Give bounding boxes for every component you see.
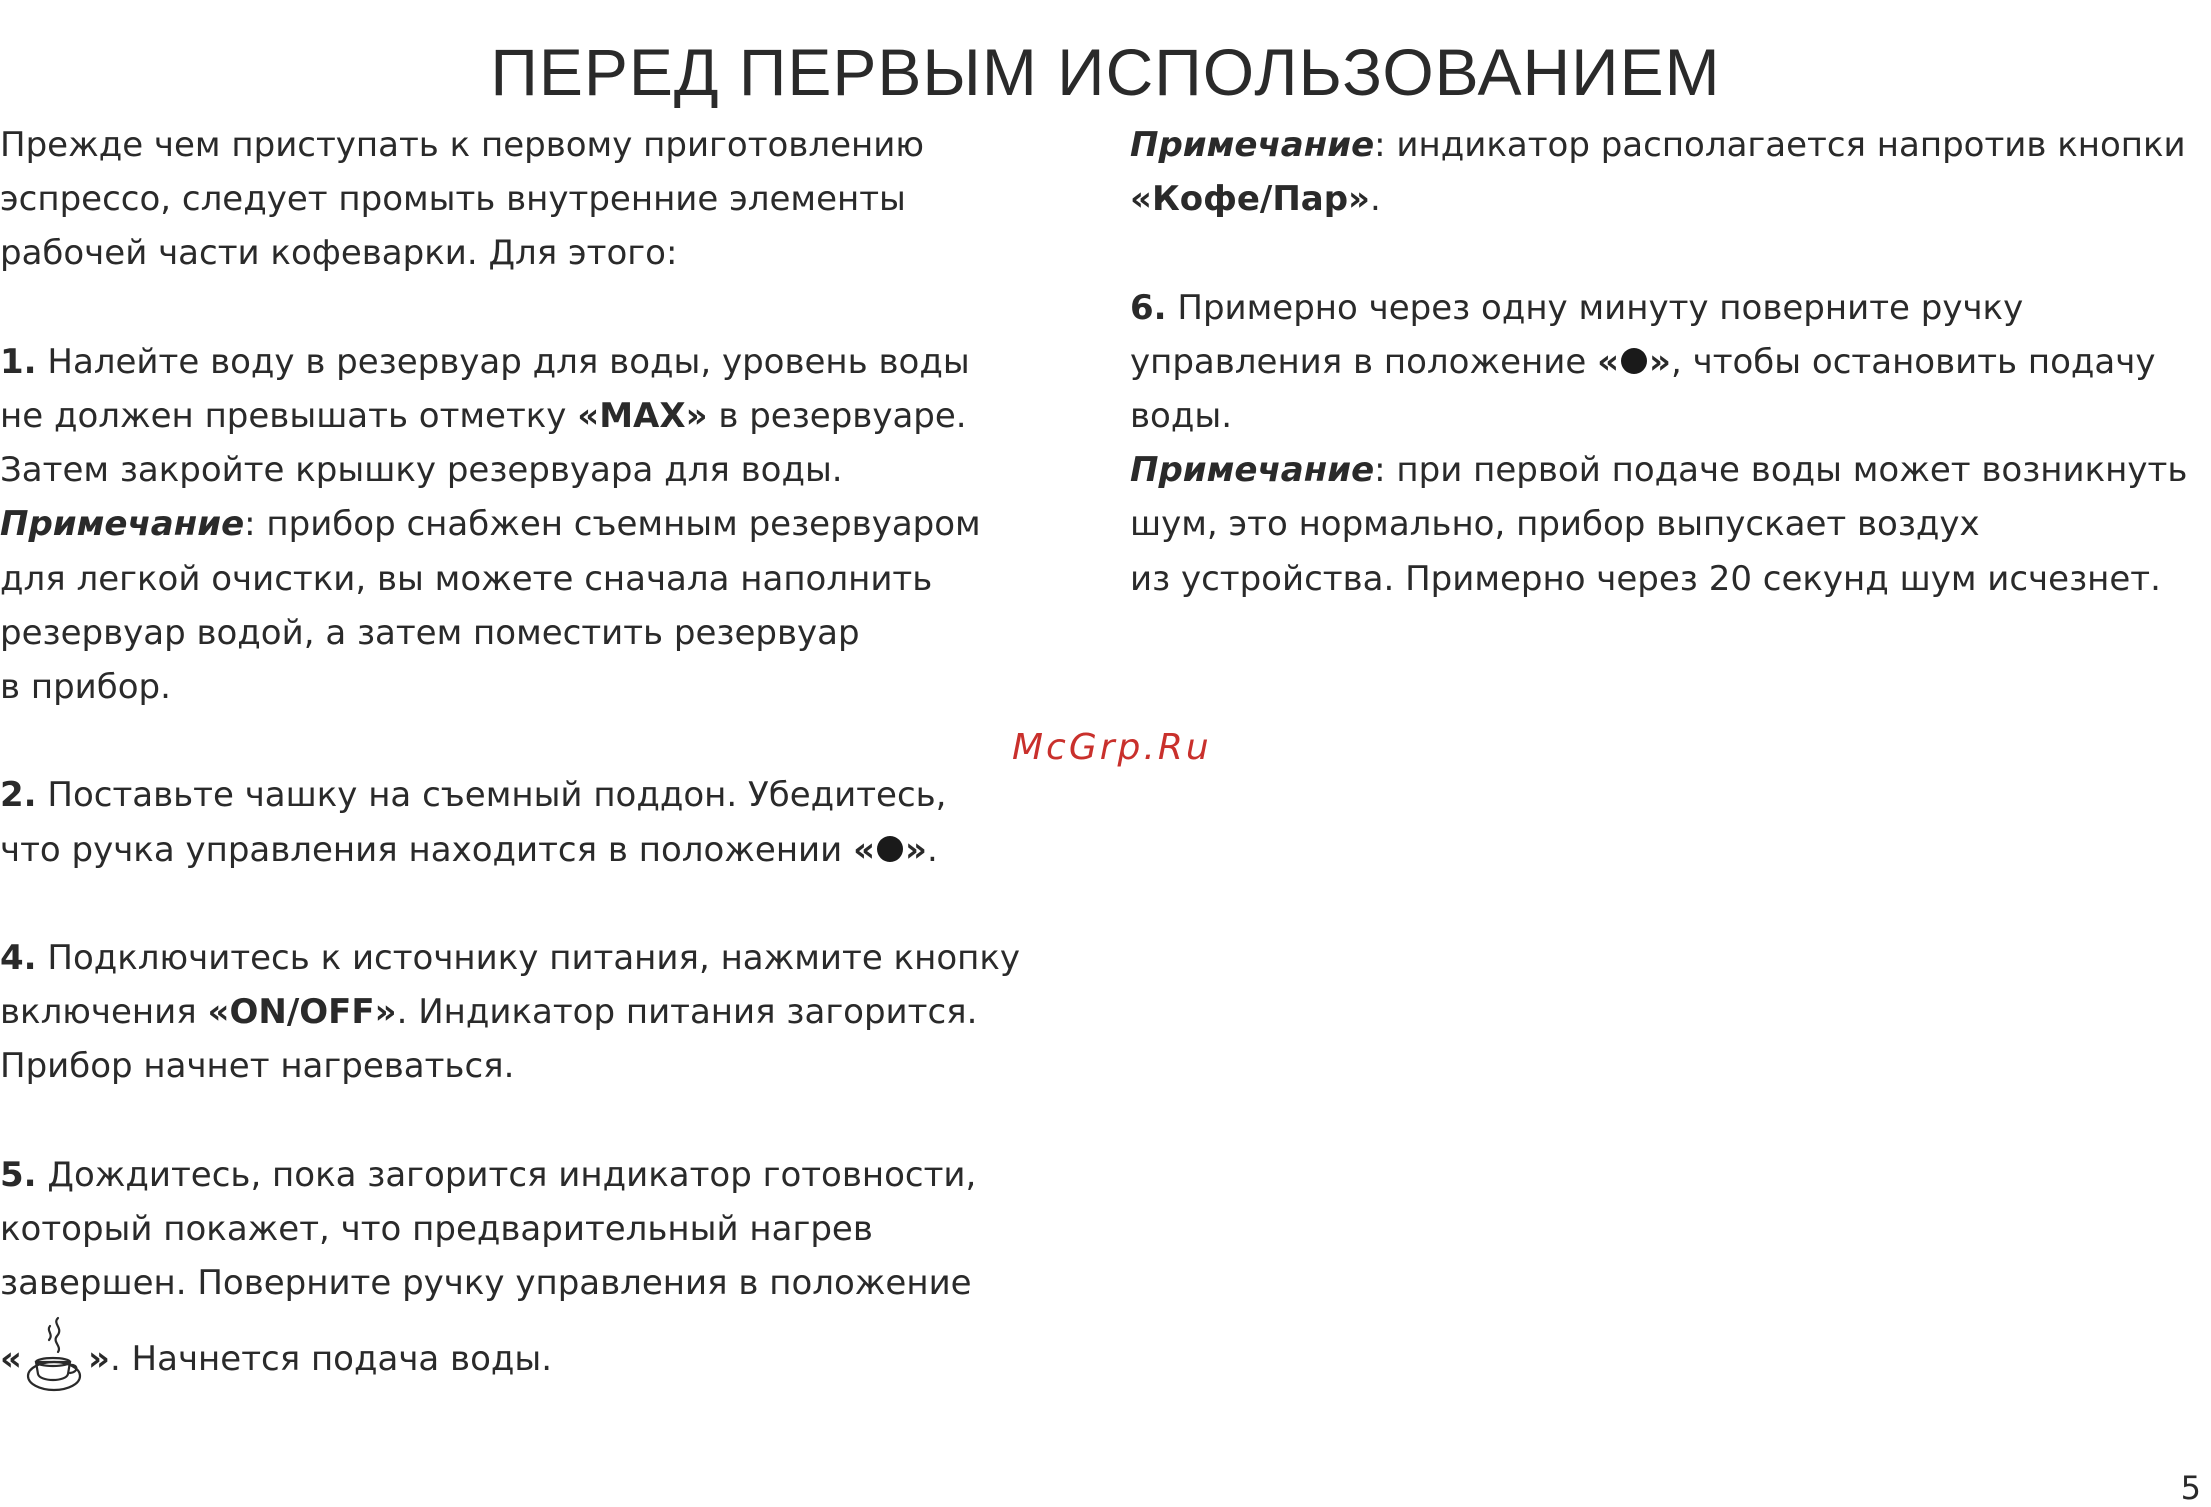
page-title: ПЕРЕД ПЕРВЫМ ИСПОЛЬЗОВАНИЕМ [490,35,1721,110]
step-6-line: воды. [1130,396,1232,436]
note-label: Примечание [1130,125,1375,165]
step-4-line: включения «ON/OFF». Индикатор питания загорится. [0,992,978,1033]
step-6-line: 6. Примерно через одну минуту поверните ручку [1130,287,2024,328]
step-6-line: управления в положение « », чтобы остановить подачу [1130,341,2156,382]
note-line: Примечание: индикатор располагается напротив кнопки [1130,125,2186,165]
step-5-line: завершен. Поверните ручку управления в положение [0,1263,972,1304]
step-5-number: 5. [0,1154,37,1195]
note-line: шум, это нормально, прибор выпускает воздух [1130,504,1980,545]
step-5-line: 5. Дождитесь, пока загорится индикатор готовности, [0,1154,977,1195]
right-column [1130,118,2190,606]
step-4-line: Прибор начнет нагреваться. [0,1046,515,1087]
coffee-steam-button-label: «Кофе/Пар» [1130,179,1371,220]
note-line: Примечание: прибор снабжен съемным резервуаром [0,504,981,545]
step-6-number: 6. [1130,287,1167,328]
step-2-line: что ручка управления находится в положении « ». [0,829,938,870]
step-2-number: 2. [0,775,37,816]
filled-circle-icon [877,836,903,862]
intro-line: эспрессо, следует промыть внутренние элементы [0,179,906,220]
step-2-line: 2. Поставьте чашку на съемный поддон. Убедитесь, [0,775,947,816]
note-label: Примечание [1130,450,1375,491]
intro-line: рабочей части кофеварки. Для этого: [0,233,678,274]
note-label: Примечание [0,504,245,545]
note-line: резервуар водой, а затем поместить резервуар [0,612,860,653]
step-4-number: 4. [0,938,37,978]
step-1-line: 1. Налейте воду в резервуар для воды, уровень воды [0,341,970,382]
note-line: Примечание: при первой подаче воды может возникнуть [1130,450,2188,491]
step-5-line: « ». Начнется подача воды. [0,1310,1010,1410]
watermark: McGrp.Ru [1012,727,1212,768]
step-1-number: 1. [0,341,37,382]
step-1-line: не должен превышать отметку «MAX» в резервуаре. [0,396,967,436]
step-1-line: Затем закройте крышку резервуара для воды. [0,450,843,491]
page-number: 5 [2180,1469,2201,1507]
intro-line: Прежде чем приступать к первому приготовлению [0,125,924,165]
note-line: для легкой очистки, вы можете сначала наполнить [0,558,933,599]
on-off-label: «ON/OFF» [207,992,397,1033]
step-5-line: который покажет, что предварительный нагрев [0,1209,873,1249]
coffee-cup-steam-icon [24,1310,86,1410]
filled-circle-icon [1621,348,1647,374]
note-line: из устройства. Примерно через 20 секунд шум исчезнет. [1130,558,2161,599]
step-4-line: 4. Подключитесь к источнику питания, нажмите кнопку [0,938,1021,978]
left-column [0,118,1021,1411]
note-line: в прибор. [0,667,171,708]
max-mark: «MAX» [577,396,708,436]
note-line: «Кофе/Пар». [1130,179,1381,220]
